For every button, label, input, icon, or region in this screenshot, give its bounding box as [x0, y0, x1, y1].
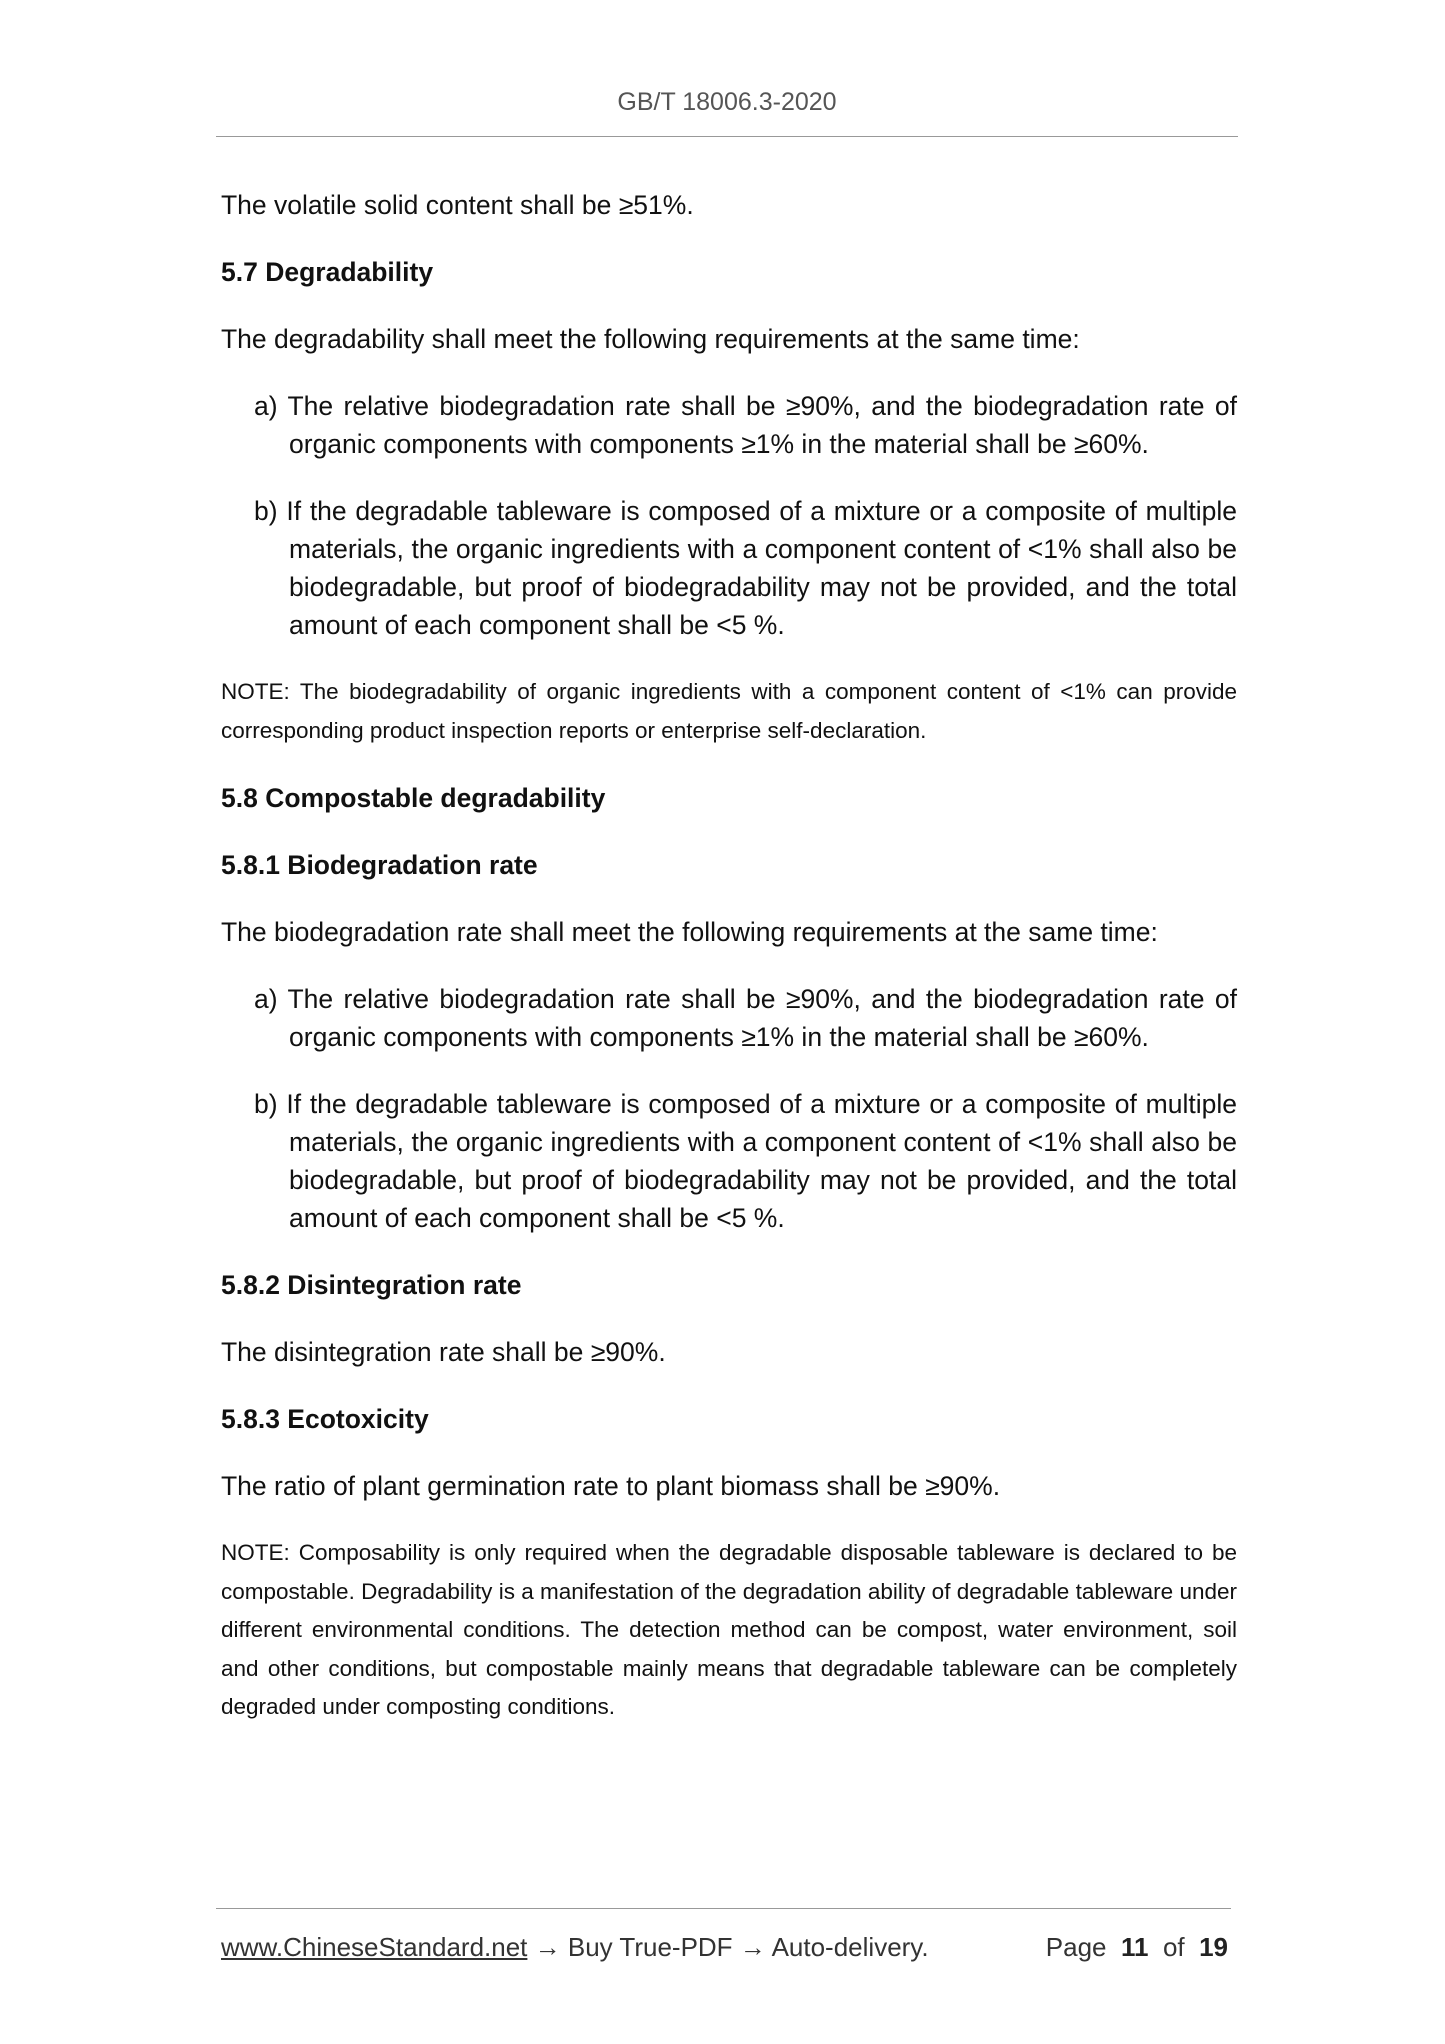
paragraph-biodegradation-intro: The biodegradation rate shall meet the following requirements at the same time:	[221, 917, 1158, 947]
document-body	[221, 186, 1237, 1756]
page-header: GB/T 18006.3-2020	[617, 88, 837, 116]
footer-divider	[216, 1908, 1231, 1909]
paragraph-disintegration: The disintegration rate shall be ≥90%.	[221, 1337, 666, 1367]
page-total: 19	[1199, 1932, 1228, 1962]
list-item-a: a) The relative biodegradation rate shall be ≥90%, and the biodegradation rate of organic components with components ≥1% in the material shall be ≥60%.	[254, 984, 1237, 1052]
page-number	[1046, 1932, 1228, 1963]
paragraph-volatile-solid: The volatile solid content shall be ≥51%.	[221, 190, 694, 220]
header-divider	[216, 136, 1238, 137]
section-heading-5-7: 5.7 Degradability	[221, 257, 434, 287]
section-heading-5-8: 5.8 Compostable degradability	[221, 783, 606, 813]
page-current: 11	[1120, 1932, 1149, 1962]
section-heading-5-8-3: 5.8.3 Ecotoxicity	[221, 1404, 429, 1434]
list-item-b: b) If the degradable tableware is composed of a mixture or a composite of multiple materials, the organic ingredients with a component content of <1% shall also be biodegradable, but proof of biodegradability may not be provided, and the total amount of each component shall be <5 %.	[254, 1089, 1237, 1233]
page-of: of	[1162, 1932, 1185, 1962]
list-item-a: a) The relative biodegradation rate shall be ≥90%, and the biodegradation rate of organic components with components ≥1% in the material shall be ≥60%.	[254, 391, 1237, 459]
list-item-b: b) If the degradable tableware is composed of a mixture or a composite of multiple materials, the organic ingredients with a component content of <1% shall also be biodegradable, but proof of biodegradability may not be provided, and the total amount of each component shall be <5 %.	[254, 496, 1237, 640]
section-heading-5-8-1: 5.8.1 Biodegradation rate	[221, 850, 538, 880]
section-heading-5-8-2: 5.8.2 Disintegration rate	[221, 1270, 522, 1300]
paragraph-degradability-intro: The degradability shall meet the following requirements at the same time:	[221, 324, 1080, 354]
note-biodegradability: NOTE: The biodegradability of organic ingredients with a component content of <1% can provide corresponding product inspection reports or enterprise self-declaration.	[221, 679, 1237, 743]
page-label: Page	[1045, 1932, 1107, 1962]
footer-promo	[221, 1932, 929, 1963]
note-compostability: NOTE: Composability is only required when the degradable disposable tableware is declared to be compostable. Degradability is a manifestation of the degradation ability of degradable tableware under different environmental conditions. The detection method can be compost, water environment, soil and other conditions, but compostable mainly means that degradable tableware can be completely degraded under composting conditions.	[221, 1540, 1237, 1719]
website-link[interactable]: www.ChineseStandard.net	[221, 1932, 528, 1962]
footer-tagline: → Buy True-PDF → Auto-delivery.	[527, 1932, 929, 1962]
paragraph-ecotoxicity: The ratio of plant germination rate to plant biomass shall be ≥90%.	[221, 1471, 1001, 1501]
